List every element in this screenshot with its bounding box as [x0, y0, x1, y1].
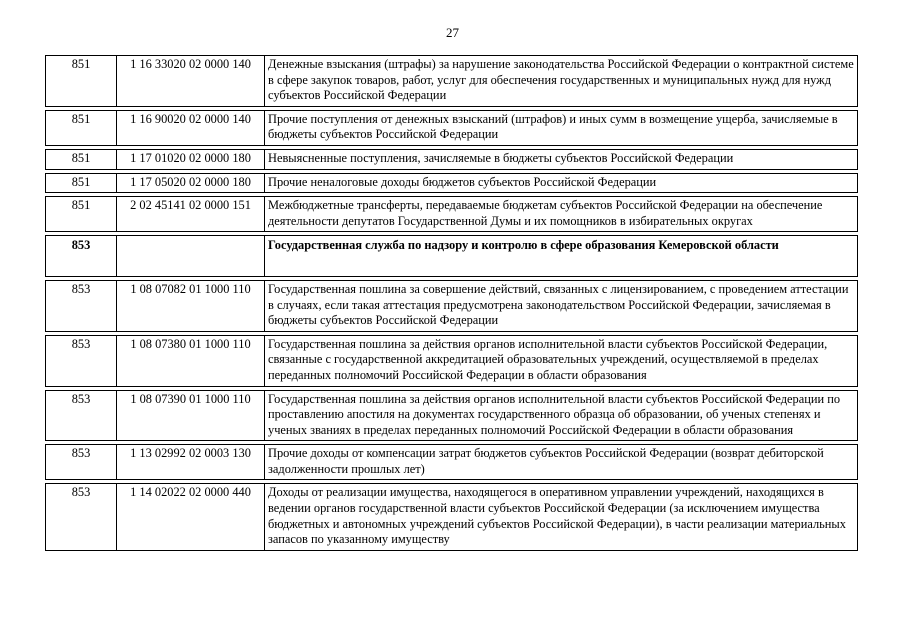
table-row: [46, 149, 858, 169]
description-cell: Доходы от реализации имущества, находящегося в оперативном управлении учреждений, находящихся в ведении органов государственной власти субъектов Российской Федерации (за исключением имущества бюджетных и автономных учреждений субъектов Российской Федерации), в части реализации материальных запасов по указанному имуществу: [265, 484, 858, 550]
admin-code-cell: 853: [46, 280, 117, 331]
revenue-code-cell: 1 08 07082 01 1000 110: [117, 280, 265, 331]
description-cell: Денежные взыскания (штрафы) за нарушение законодательства Российской Федерации о контрактной системе в сфере закупок товаров, работ, услуг для обеспечения государственных и муниципальных нужд для нужд субъектов Российской Федерации: [265, 56, 858, 107]
table-row: [46, 484, 858, 550]
description-cell: Государственная пошлина за действия органов исполнительной власти субъектов Российской Федерации по проставлению апостиля на документах государственного образца об образовании, об ученых степенях и ученых званиях в пределах переданных полномочий Российской Федерации в области образования: [265, 390, 858, 441]
table-body: [46, 56, 858, 551]
description-cell: Прочие доходы от компенсации затрат бюджетов субъектов Российской Федерации (возврат дебиторской задолженности прошлых лет): [265, 445, 858, 480]
admin-code-cell: 853: [46, 236, 117, 277]
admin-code-cell: 851: [46, 56, 117, 107]
description-cell: Государственная пошлина за совершение действий, связанных с лицензированием, с проведением аттестации в случаях, если такая аттестация предусмотрена законодательством Российской Федерации, зачисляемая в бюджеты субъектов Российской Федерации: [265, 280, 858, 331]
admin-code-cell: 851: [46, 173, 117, 193]
revenue-code-cell: 2 02 45141 02 0000 151: [117, 197, 265, 232]
table-row: [46, 173, 858, 193]
table-row: [46, 197, 858, 232]
table-row: [46, 335, 858, 386]
revenue-code-cell: 1 13 02992 02 0003 130: [117, 445, 265, 480]
revenue-code-cell: 1 14 02022 02 0000 440: [117, 484, 265, 550]
revenue-classification-table: [45, 55, 858, 551]
description-cell: Прочие неналоговые доходы бюджетов субъектов Российской Федерации: [265, 173, 858, 193]
table-row: [46, 390, 858, 441]
description-cell: Прочие поступления от денежных взысканий (штрафов) и иных сумм в возмещение ущерба, зачисляемые в бюджеты субъектов Российской Федерации: [265, 110, 858, 145]
revenue-code-cell: 1 17 05020 02 0000 180: [117, 173, 265, 193]
admin-code-cell: 851: [46, 110, 117, 145]
admin-code-cell: 851: [46, 149, 117, 169]
description-cell: Межбюджетные трансферты, передаваемые бюджетам субъектов Российской Федерации на обеспечение деятельности депутатов Государственной Думы и их помощников в избирательных округах: [265, 197, 858, 232]
table-section-header-row: [46, 236, 858, 277]
description-cell: Государственная служба по надзору и контролю в сфере образования Кемеровской области: [265, 236, 858, 277]
admin-code-cell: 853: [46, 445, 117, 480]
revenue-code-cell: 1 08 07390 01 1000 110: [117, 390, 265, 441]
revenue-code-cell: 1 16 90020 02 0000 140: [117, 110, 265, 145]
admin-code-cell: 853: [46, 484, 117, 550]
description-cell: Государственная пошлина за действия органов исполнительной власти субъектов Российской Федерации, связанные с государственной аккредитацией образовательных учреждений, осуществляемой в пределах переданных полномочий Российской Федерации в области образования: [265, 335, 858, 386]
table-row: [46, 280, 858, 331]
page-number: 27: [446, 25, 459, 40]
admin-code-cell: 851: [46, 197, 117, 232]
table-row: [46, 445, 858, 480]
admin-code-cell: 853: [46, 390, 117, 441]
table-row: [46, 56, 858, 107]
revenue-code-cell: 1 16 33020 02 0000 140: [117, 56, 265, 107]
revenue-code-cell: 1 08 07380 01 1000 110: [117, 335, 265, 386]
table-row: [46, 110, 858, 145]
description-cell: Невыясненные поступления, зачисляемые в бюджеты субъектов Российской Федерации: [265, 149, 858, 169]
revenue-code-cell: [117, 236, 265, 277]
admin-code-cell: 853: [46, 335, 117, 386]
revenue-code-cell: 1 17 01020 02 0000 180: [117, 149, 265, 169]
